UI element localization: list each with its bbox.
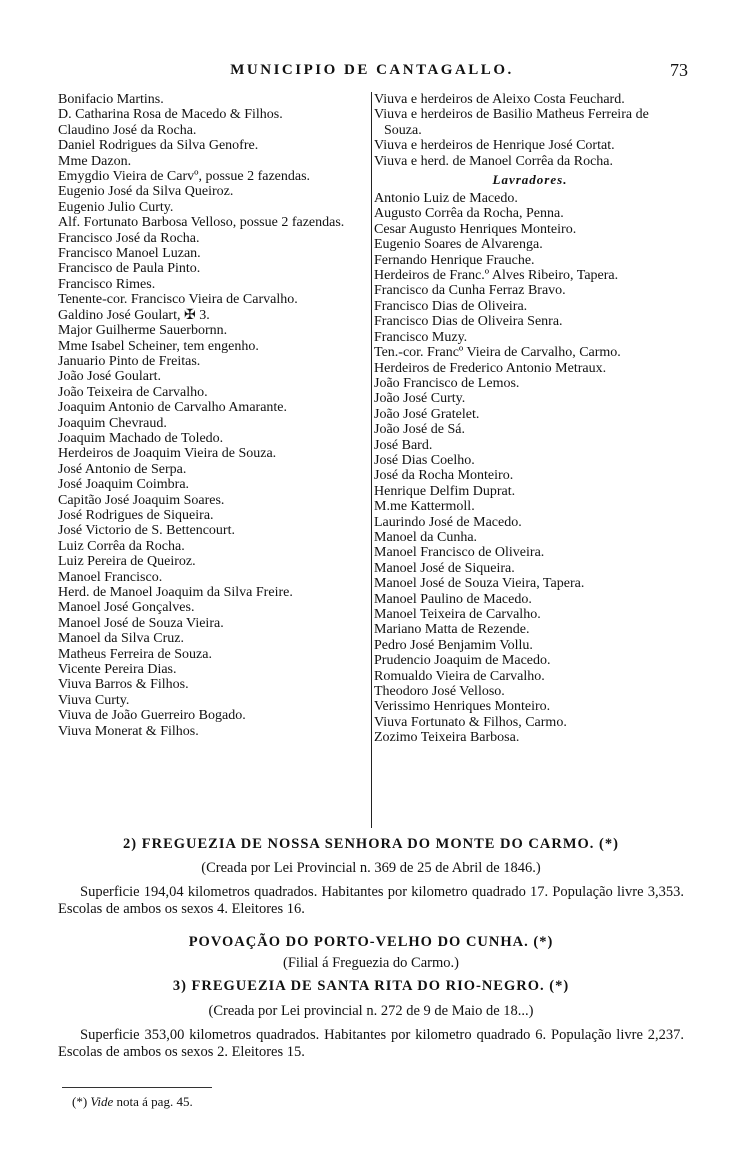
footnote-vide: Vide (90, 1094, 114, 1109)
list-item: Herdeiros de Joaquim Vieira de Souza. (58, 446, 277, 462)
list-item: Viuva e herd. de Manoel Corrêa da Rocha. (374, 153, 614, 169)
section-3 (58, 976, 684, 1061)
list-item: Theodoro José Velloso. (374, 684, 505, 700)
list-item: Laurindo José de Macedo. (374, 514, 522, 530)
list-item: Prudencio Joaquim de Macedo. (374, 653, 551, 669)
list-item: Tenente-cor. Francisco Vieira de Carvalho. (58, 292, 298, 308)
list-item: Francisco Dias de Oliveira Senra. (374, 314, 563, 330)
list-item: Bonifacio Martins. (58, 92, 164, 107)
section-3-created: (Creada por Lei provincial n. 272 de 9 de Maio de 18...) (208, 1003, 534, 1019)
list-item: Viuva Curty. (58, 692, 130, 708)
list-item: D. Catharina Rosa de Macedo & Filhos. (58, 107, 283, 123)
list-item: Manoel Francisco. (58, 569, 163, 585)
list-item: Manoel José de Souza Vieira. (58, 615, 224, 631)
list-item: João Francisco de Lemos. (374, 375, 520, 391)
list-item: Joaquim Machado de Toledo. (58, 430, 224, 446)
section-3-title: 3) FREGUEZIA DE SANTA RITA DO RIO-NEGRO. (*) (172, 978, 570, 994)
list-item: Manoel da Silva Cruz. (58, 631, 184, 647)
list-item: Manoel José de Siqueira. (374, 560, 515, 576)
list-item: Manoel Teixeira de Carvalho. (374, 607, 541, 622)
list-item: João José Goulart. (58, 369, 162, 385)
list-item: Manoel da Cunha. (374, 529, 478, 545)
list-item: Herdeiros de Frederico Antonio Metraux. (374, 360, 607, 376)
list-item: João José Gratelet. (374, 406, 480, 422)
list-item: Eugenio Julio Curty. (58, 199, 174, 215)
list-item: Mme Dazon. (58, 153, 132, 169)
list-item: Major Guilherme Sauerbornn. (58, 323, 228, 339)
list-item: Francisco de Paula Pinto. (58, 261, 201, 277)
list-item: Cesar Augusto Henriques Monteiro. (374, 221, 577, 237)
list-item: Daniel Rodrigues da Silva Genofre. (58, 138, 259, 154)
page-number: 73 (670, 60, 688, 80)
list-item: Claudino José da Rocha. (58, 122, 197, 138)
list-item: Manoel José Gonçalves. (58, 600, 195, 616)
list-item: Januario Pinto de Freitas. (58, 353, 201, 369)
list-item: Francisco José da Rocha. (58, 230, 200, 246)
list-item: Francisco da Cunha Ferraz Bravo. (374, 283, 566, 299)
list-item: Francisco Manoel Luzan. (58, 246, 201, 262)
two-column-list (58, 92, 684, 830)
list-item: Eugenio Soares de Alvarenga. (374, 237, 543, 253)
list-item: José Rodrigues de Siqueira. (58, 507, 214, 523)
list-item: José da Rocha Monteiro. (374, 468, 514, 484)
list-item: M.me Kattermoll. (374, 499, 475, 515)
section-2-title: 2) FREGUEZIA DE NOSSA SENHORA DO MONTE DO CARMO. (*) (123, 836, 619, 852)
list-item: Viuva Barros & Filhos. (58, 677, 189, 693)
footnote-text: nota á pag. 45. (116, 1094, 193, 1109)
list-item: José Victorio de S. Bettencourt. (58, 523, 235, 539)
povoacao-title: POVOAÇÃO DO PORTO-VELHO DO CUNHA. (*) (188, 934, 554, 950)
list-item: Viuva e herdeiros de Basilio Matheus Ferreira de Souza. (374, 107, 649, 138)
list-item: Romualdo Vieira de Carvalho. (374, 668, 545, 684)
list-item: Manoel José de Souza Vieira, Tapera. (374, 576, 585, 592)
list-item: José Bard. (374, 437, 433, 453)
povoacao-section (58, 932, 684, 974)
list-item: Joaquim Antonio de Carvalho Amarante. (58, 400, 288, 416)
section-3-stats: Superficie 353,00 kilometros quadrados. Habitantes por kilometro quadrado 6. População livre 2,237. Escolas de ambos os sexos 2. Eleitores 15. (58, 1027, 684, 1060)
list-item: Viuva de João Guerreiro Bogado. (58, 708, 246, 724)
list-item: Mariano Matta de Rezende. (374, 622, 530, 638)
left-column (58, 92, 370, 739)
list-item: Manoel Francisco de Oliveira. (374, 545, 545, 561)
list-item: Viuva e herdeiros de Aleixo Costa Feuchard. (374, 92, 625, 107)
section-2-stats: Superficie 194,04 kilometros quadrados. Habitantes por kilometro quadrado 17. População livre 3,353. Escolas de ambos os sexos 4. Eleitores 16. (58, 884, 684, 917)
list-item: Verissimo Henriques Monteiro. (374, 699, 551, 715)
page-title: MUNICIPIO DE CANTAGALLO. (230, 62, 514, 78)
list-item: Herdeiros de Franc.º Alves Ribeiro, Tapera. (374, 268, 619, 284)
right-column-top-list (374, 92, 686, 169)
section-2 (58, 834, 684, 918)
right-column-bottom-list (374, 191, 686, 746)
list-item: Ten.-cor. Francº Vieira de Carvalho, Carmo. (374, 345, 621, 361)
footnote-marker: (*) (72, 1094, 88, 1109)
list-item: Matheus Ferreira de Souza. (58, 646, 212, 662)
list-item: Manoel Paulino de Macedo. (374, 591, 532, 607)
list-item: Luiz Corrêa da Rocha. (58, 538, 185, 554)
list-item: João José Curty. (374, 391, 466, 407)
list-item: João José de Sá. (374, 422, 465, 438)
list-item: José Antonio de Serpa. (58, 461, 187, 477)
list-item: Vicente Pereira Dias. (58, 662, 177, 678)
list-item: José Joaquim Coimbra. (58, 477, 190, 493)
lavradores-subheading: Lavradores. (492, 172, 568, 188)
list-item: Viuva e herdeiros de Henrique José Cortat. (374, 138, 615, 154)
list-item: Joaquim Chevraud. (58, 415, 167, 431)
list-item: Antonio Luiz de Macedo. (374, 191, 518, 207)
list-item: Francisco Dias de Oliveira. (374, 298, 528, 314)
list-item: João Teixeira de Carvalho. (58, 384, 208, 400)
list-item: José Dias Coelho. (374, 452, 475, 468)
list-item: Luiz Pereira de Queiroz. (58, 554, 196, 570)
list-item: Eugenio José da Silva Queiroz. (58, 184, 234, 200)
list-item: Francisco Rimes. (58, 276, 156, 292)
list-item: Capitão José Joaquim Soares. (58, 492, 225, 508)
povoacao-subtitle: (Filial á Freguezia do Carmo.) (283, 955, 459, 971)
list-item: Herd. de Manoel Joaquim da Silva Freire. (58, 585, 293, 600)
right-column (374, 92, 686, 746)
section-2-created: (Creada por Lei Provincial n. 369 de 25 de Abril de 1846.) (201, 860, 541, 876)
column-divider (371, 92, 372, 828)
list-item: Fernando Henrique Frauche. (374, 252, 535, 268)
list-item: Mme Isabel Scheiner, tem engenho. (58, 338, 259, 354)
list-item: Galdino José Goulart, ✠ 3. (58, 307, 210, 323)
list-item: Zozimo Teixeira Barbosa. (374, 730, 520, 746)
list-item: Alf. Fortunato Barbosa Velloso, possue 2 fazendas. (58, 215, 345, 231)
list-item: Viuva Monerat & Filhos. (58, 723, 199, 739)
list-item: Augusto Corrêa da Rocha, Penna. (374, 206, 564, 222)
list-item: Emygdio Vieira de Carvº, possue 2 fazendas. (58, 169, 311, 185)
list-item: Viuva Fortunato & Filhos, Carmo. (374, 714, 567, 730)
page-header (56, 62, 688, 86)
list-item: Francisco Muzy. (374, 329, 468, 345)
footnote-rule (62, 1087, 212, 1088)
footnote (72, 1094, 193, 1110)
list-item: Pedro José Benjamim Vollu. (374, 637, 533, 653)
list-item: Henrique Delfim Duprat. (374, 483, 516, 499)
